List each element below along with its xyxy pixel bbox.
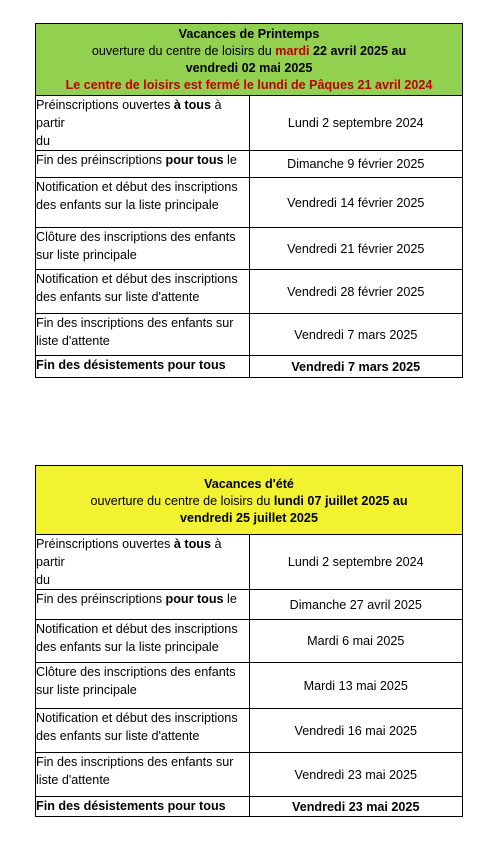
row-date: Vendredi 14 février 2025	[249, 178, 463, 228]
row-label: Fin des désistements pour tous	[36, 797, 250, 817]
printemps-header	[36, 24, 463, 96]
row-label: Préinscriptions ouvertes à tous à partir du	[36, 96, 250, 151]
row-date: Dimanche 9 février 2025	[249, 151, 463, 178]
table-row	[36, 590, 463, 620]
row-date: Vendredi 16 mai 2025	[249, 709, 463, 753]
row-label: Fin des préinscriptions pour tous le	[36, 151, 250, 178]
row-label: Notification et début des inscriptions des enfants sur liste d'attente	[36, 709, 250, 753]
row-label: Fin des préinscriptions pour tous le	[36, 590, 250, 620]
table-row	[36, 178, 463, 228]
table-row	[36, 535, 463, 590]
row-date: Vendredi 21 février 2025	[249, 228, 463, 270]
table-row	[36, 753, 463, 797]
table-row	[36, 270, 463, 314]
printemps-table	[35, 23, 463, 378]
table-row	[36, 620, 463, 663]
printemps-title: Vacances de Printemps	[178, 26, 320, 41]
table-row	[36, 228, 463, 270]
table-row	[36, 797, 463, 817]
table-row	[36, 151, 463, 178]
row-label: Notification et début des inscriptions des enfants sur liste d'attente	[36, 270, 250, 314]
row-label: Clôture des inscriptions des enfants sur liste principale	[36, 228, 250, 270]
row-date: Dimanche 27 avril 2025	[249, 590, 463, 620]
table-row	[36, 96, 463, 151]
ete-header	[36, 466, 463, 535]
printemps-closed-notice: Le centre de loisirs est fermé le lundi de Pâques 21 avril 2024	[65, 77, 433, 92]
ete-opening-line: ouverture du centre de loisirs du lundi 07 juillet 2025 au	[90, 494, 408, 508]
row-label: Préinscriptions ouvertes à tous à partir du	[36, 535, 250, 590]
row-date: Mardi 13 mai 2025	[249, 663, 463, 709]
ete-title: Vacances d'été	[204, 477, 294, 491]
table-row	[36, 356, 463, 378]
row-date: Lundi 2 septembre 2024	[249, 96, 463, 151]
row-date: Vendredi 7 mars 2025	[249, 356, 463, 378]
printemps-opening-line: ouverture du centre de loisirs du mardi 22 avril 2025 au	[91, 43, 407, 58]
table-row	[36, 709, 463, 753]
row-date: Vendredi 7 mars 2025	[249, 314, 463, 356]
table-row	[36, 663, 463, 709]
ete-opening-end: vendredi 25 juillet 2025	[180, 511, 318, 525]
row-label: Notification et début des inscriptions des enfants sur la liste principale	[36, 620, 250, 663]
table-row	[36, 314, 463, 356]
row-date: Vendredi 28 février 2025	[249, 270, 463, 314]
row-date: Vendredi 23 mai 2025	[249, 797, 463, 817]
row-date: Mardi 6 mai 2025	[249, 620, 463, 663]
row-date: Lundi 2 septembre 2024	[249, 535, 463, 590]
row-label: Fin des inscriptions des enfants sur liste d'attente	[36, 753, 250, 797]
row-date: Vendredi 23 mai 2025	[249, 753, 463, 797]
printemps-opening-end: vendredi 02 mai 2025	[185, 60, 313, 75]
row-label: Clôture des inscriptions des enfants sur liste principale	[36, 663, 250, 709]
row-label: Fin des inscriptions des enfants sur liste d'attente	[36, 314, 250, 356]
ete-table	[35, 465, 463, 817]
row-label: Notification et début des inscriptions des enfants sur la liste principale	[36, 178, 250, 228]
row-label: Fin des désistements pour tous	[36, 356, 250, 378]
